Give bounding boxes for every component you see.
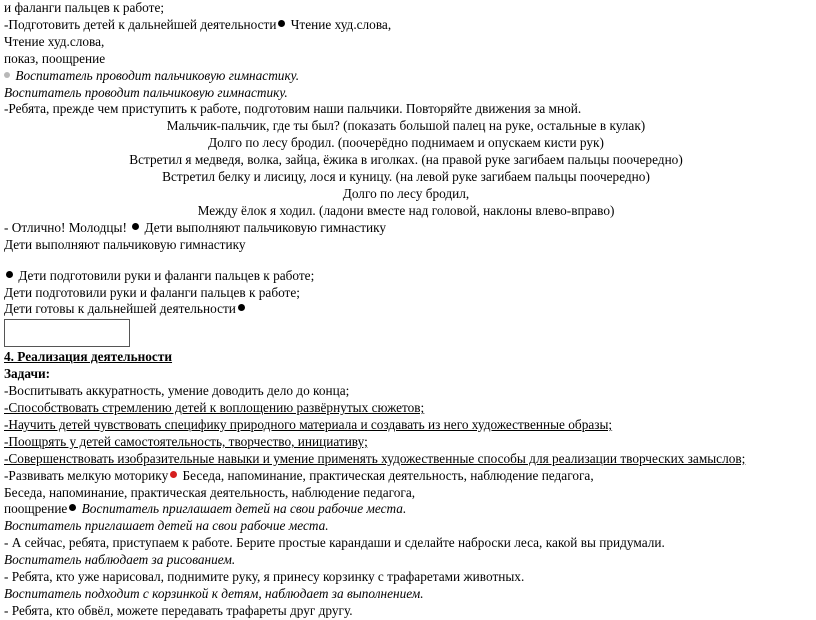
bullet-icon <box>69 504 76 511</box>
text-segment: Дети подготовили руки и фаланги пальцев к работе; <box>15 267 315 283</box>
poem-line: Долго по лесу бродил. (поочерёдно поднимаем и опускаем кисти рук) <box>208 135 604 151</box>
task-item: -Способствовать стремлению детей к воплощению развёрнутых сюжетов; <box>4 400 425 416</box>
bullet-icon <box>4 72 10 78</box>
bullet-icon <box>6 271 13 278</box>
text-segment: поощрение <box>4 501 68 517</box>
text-segment: Беседа, напоминание, практическая деятельность, наблюдение педагога, <box>179 467 594 483</box>
section-heading: 4. Реализация деятельности <box>4 349 173 365</box>
poem-line: Встретил я медведя, волка, зайца, ёжика в иголках. (на правой руке загибаем пальцы поочередно) <box>129 152 683 168</box>
text-line: Чтение худ.слова, <box>4 33 105 49</box>
text-line: Воспитатель наблюдает за рисованием. <box>4 552 236 568</box>
empty-box <box>4 319 130 347</box>
text-line <box>4 501 816 518</box>
text-line: показ, поощрение <box>4 50 106 66</box>
text-line <box>4 301 816 318</box>
spacer <box>4 254 816 268</box>
text-line: - Ребята, кто обвёл, можете передавать трафареты друг другу. <box>4 602 353 618</box>
text-line <box>4 468 816 485</box>
text-segment: Воспитатель приглашает детей на свои рабочие места. <box>78 501 407 517</box>
poem-line: Мальчик-пальчик, где ты был? (показать большой палец на руке, остальные в кулак) <box>166 118 646 134</box>
text-segment: - Отлично! Молодцы! <box>4 219 127 235</box>
bullet-icon <box>132 223 139 230</box>
text-line: Воспитатель приглашает детей на свои рабочие места. <box>4 518 329 534</box>
text-segment: -Подготовить детей к дальнейшей деятельности <box>4 16 277 32</box>
text-line <box>4 17 816 34</box>
poem-line: Долго по лесу бродил, <box>342 185 470 201</box>
text-line: и фаланги пальцев к работе; <box>4 0 165 15</box>
task-item: -Воспитывать аккуратность, умение доводить дело до конца; <box>4 383 350 399</box>
bullet-icon <box>170 471 177 478</box>
task-item: -Научить детей чувствовать специфику природного материала и создавать из него художественные образы; <box>4 416 613 432</box>
text-line: - Ребята, кто уже нарисовал, поднимите руку, я принесу корзинку с трафаретами животных. <box>4 569 525 585</box>
text-line <box>4 220 816 237</box>
text-line <box>4 268 816 285</box>
text-segment: Дети готовы к дальнейшей деятельности <box>4 301 236 317</box>
bullet-icon <box>238 304 245 311</box>
text-segment: Чтение худ.слова, <box>287 16 392 32</box>
text-line: Дети подготовили руки и фаланги пальцев к работе; <box>4 284 300 300</box>
text-segment: Воспитатель проводит пальчиковую гимнастику. <box>15 67 300 83</box>
text-line: Воспитатель проводит пальчиковую гимнастику. <box>4 84 288 100</box>
text-segment: -Развивать мелкую моторику <box>4 467 169 483</box>
tasks-heading: Задачи: <box>4 366 51 382</box>
task-item: -Совершенствовать изобразительные навыки и умение применять художественные способы для реализации творческих замыслов; <box>4 450 746 466</box>
text-line: - А сейчас, ребята, приступаем к работе. Берите простые карандаши и сделайте наброски леса, какой вы придумали. <box>4 535 665 551</box>
text-line <box>4 68 816 85</box>
text-line: Воспитатель подходит с корзинкой к детям, наблюдает за выполнением. <box>4 586 424 601</box>
poem-line: Между ёлок я ходил. (ладони вместе над головой, наклоны влево-вправо) <box>197 202 615 218</box>
task-item: -Поощрять у детей самостоятельность, творчество, инициативу; <box>4 433 368 449</box>
bullet-icon <box>278 20 285 27</box>
poem-line: Встретил белку и лисицу, лося и куницу. (на левой руке загибаем пальцы поочередно) <box>162 169 650 185</box>
text-segment: Дети выполняют пальчиковую гимнастику <box>141 219 387 235</box>
text-line: Беседа, напоминание, практическая деятельность, наблюдение педагога, <box>4 484 416 500</box>
text-line: Дети выполняют пальчиковую гимнастику <box>4 236 246 252</box>
text-line: -Ребята, прежде чем приступить к работе, подготовим наши пальчики. Повторяйте движения за мной. <box>4 101 582 117</box>
